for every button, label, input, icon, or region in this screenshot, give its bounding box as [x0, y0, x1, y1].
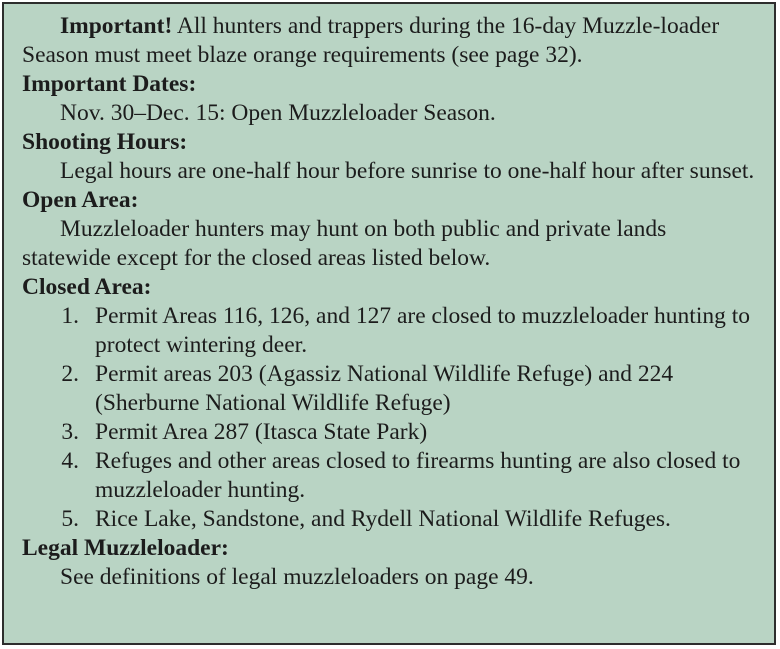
list-item-number: 4. [61, 448, 79, 474]
legal-muzzleloader-heading: Legal Muzzleloader: [22, 535, 229, 561]
regulations-box [2, 2, 776, 645]
important-dates-text: Nov. 30–Dec. 15: Open Muzzleloader Season. [60, 100, 496, 126]
list-item-text: Permit Area 287 (Itasca State Park) [95, 419, 428, 445]
list-item-text: Permit Areas 116, 126, and 127 are closed to muzzleloader hunting to protect wintering deer. [95, 303, 751, 358]
shooting-hours-heading: Shooting Hours: [22, 129, 188, 155]
list-item-text: Rice Lake, Sandstone, and Rydell National Wildlife Refuges. [95, 506, 671, 532]
intro-text: All hunters and trappers during the 16-day Muzzle-loader Season must meet blaze orange requirements (see page 32). [22, 13, 720, 68]
open-area-heading: Open Area: [22, 187, 139, 213]
closed-area-heading: Closed Area: [22, 274, 152, 300]
list-item-number: 3. [61, 419, 79, 445]
list-item [22, 360, 758, 418]
shooting-hours-text: Legal hours are one-half hour before sunrise to one-half hour after sunset. [60, 158, 755, 184]
closed-area-list [22, 302, 758, 534]
legal-muzzleloader-text: See definitions of legal muzzleloaders on page 49. [60, 564, 534, 590]
list-item [22, 505, 758, 534]
list-item-text: Permit areas 203 (Agassiz National Wildlife Refuge) and 224 (Sherburne National Wildlife Refuge) [95, 361, 674, 416]
list-item [22, 447, 758, 505]
list-item [22, 302, 758, 360]
intro-paragraph [22, 12, 758, 70]
list-item [22, 418, 758, 447]
open-area-text: Muzzleloader hunters may hunt on both public and private lands statewide except for the closed areas listed below. [22, 216, 667, 271]
list-item-number: 2. [61, 361, 79, 387]
list-item-number: 5. [61, 506, 79, 532]
list-item-text: Refuges and other areas closed to firearms hunting are also closed to muzzleloader hunting. [95, 448, 741, 503]
important-label: Important! [60, 13, 173, 39]
list-item-number: 1. [61, 303, 79, 329]
important-dates-heading: Important Dates: [22, 71, 197, 97]
